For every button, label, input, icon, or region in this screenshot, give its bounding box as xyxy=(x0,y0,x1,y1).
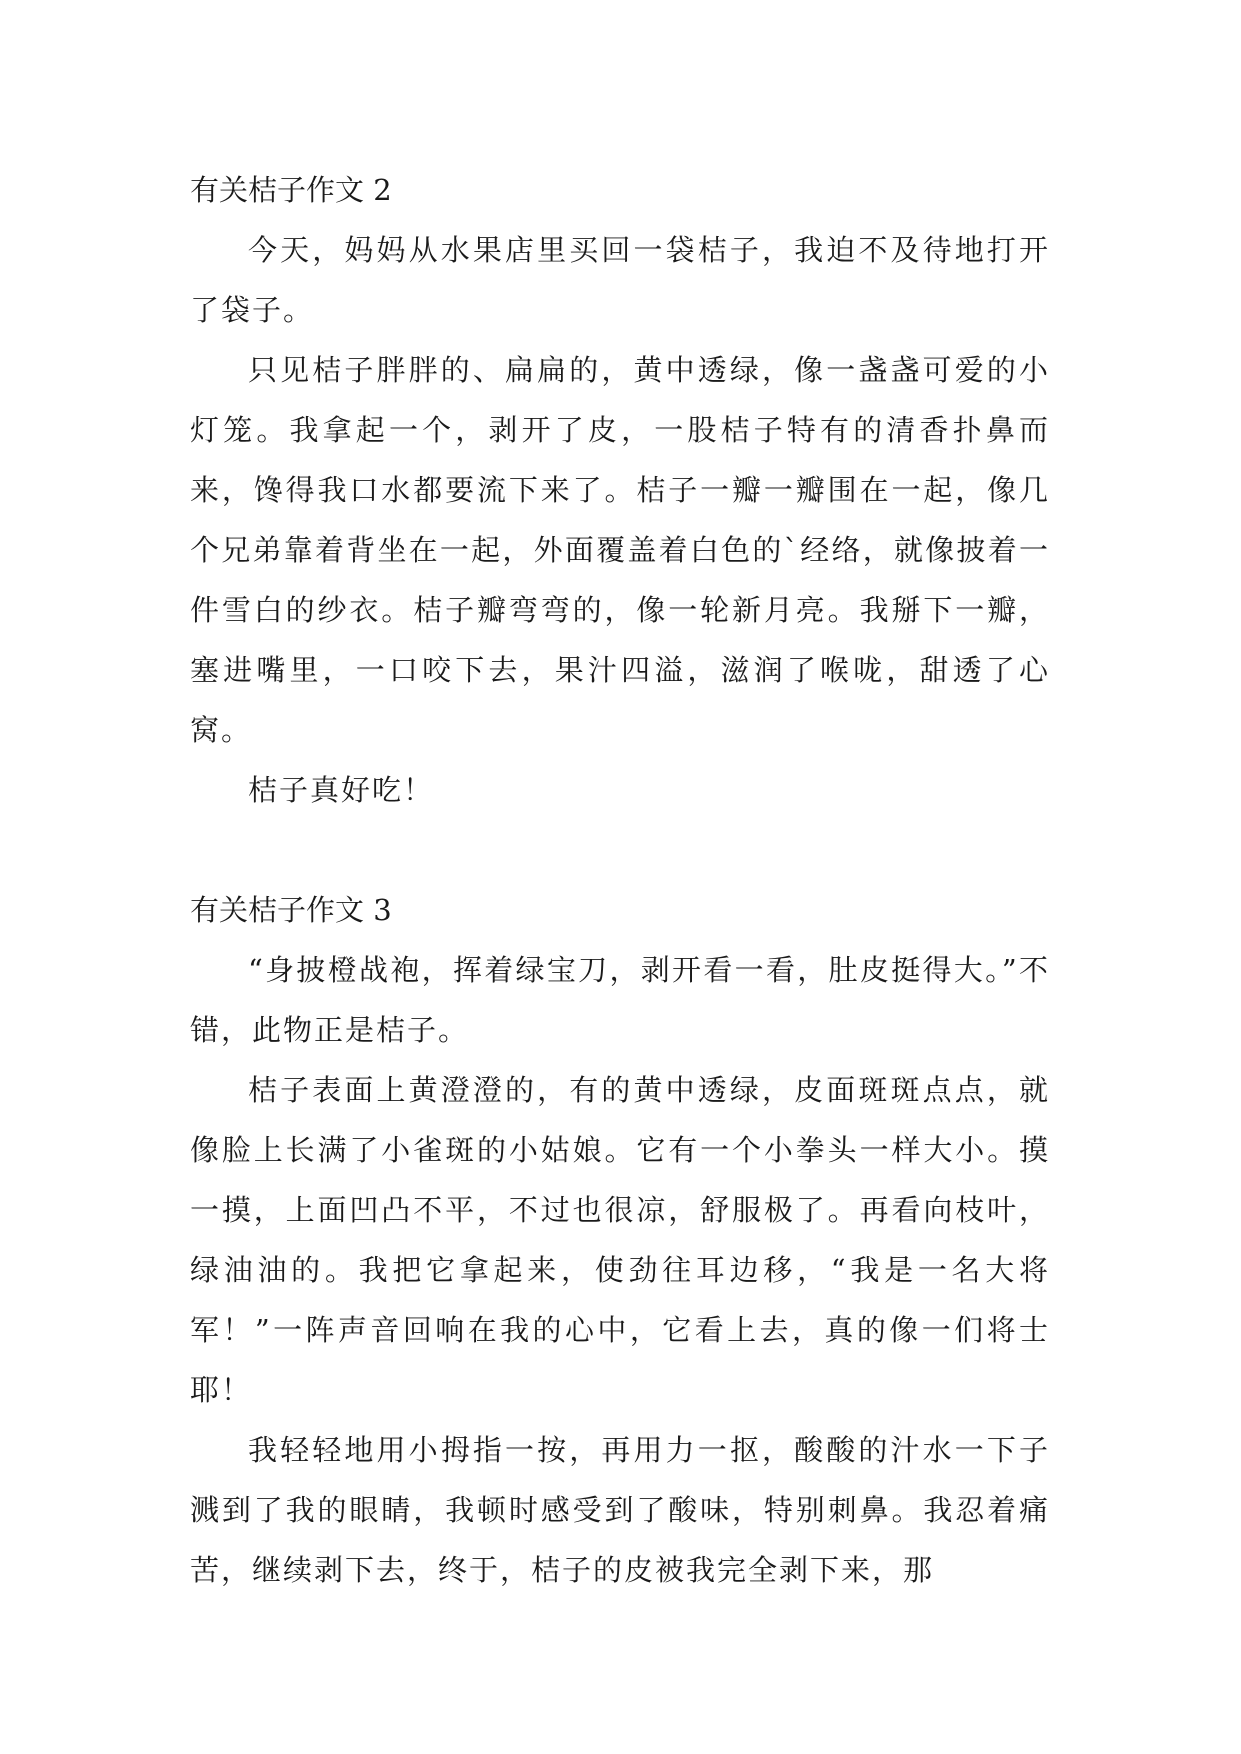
paragraph: 今天，妈妈从水果店里买回一袋桔子，我迫不及待地打开了袋子。 xyxy=(190,233,1050,327)
paragraph: 只见桔子胖胖的、扁扁的，黄中透绿，像一盏盏可爱的小灯笼。我拿起一个，剥开了皮，一股桔子特有的清香扑鼻而来，馋得我口水都要流下来了。桔子一瓣一瓣围在一起，像几个兄弟靠着背坐在一起，外面覆盖着白色的`经络，就像披着一件雪白的纱衣。桔子瓣弯弯的，像一轮新月亮。我掰下一瓣，塞进嘴里，一口咬下去，果汁四溢，滋润了喉咙，甜透了心窝。 xyxy=(190,353,1050,747)
section-title: 有关桔子作文 3 xyxy=(190,893,392,927)
document-page xyxy=(190,160,1050,1600)
essay-section-3 xyxy=(190,880,1050,1600)
section-gap xyxy=(190,820,1050,880)
section-title: 有关桔子作文 2 xyxy=(190,173,392,207)
paragraph: 桔子真好吃！ xyxy=(248,773,435,807)
paragraph: 桔子表面上黄澄澄的，有的黄中透绿，皮面斑斑点点，就像脸上长满了小雀斑的小姑娘。它有一个小拳头一样大小。摸一摸，上面凹凸不平，不过也很凉，舒服极了。再看向枝叶，绿油油的。我把它拿起来，使劲往耳边移，“我是一名大将军！”一阵声音回响在我的心中，它看上去，真的像一们将士耶！ xyxy=(190,1073,1050,1407)
paragraph: 我轻轻地用小拇指一按，再用力一抠，酸酸的汁水一下子溅到了我的眼睛，我顿时感受到了酸味，特别刺鼻。我忍着痛苦，继续剥下去，终于，桔子的皮被我完全剥下来，那 xyxy=(190,1433,1050,1587)
paragraph: “身披橙战袍，挥着绿宝刀，剥开看一看，肚皮挺得大。”不错，此物正是桔子。 xyxy=(190,953,1050,1047)
essay-section-2 xyxy=(190,160,1050,820)
